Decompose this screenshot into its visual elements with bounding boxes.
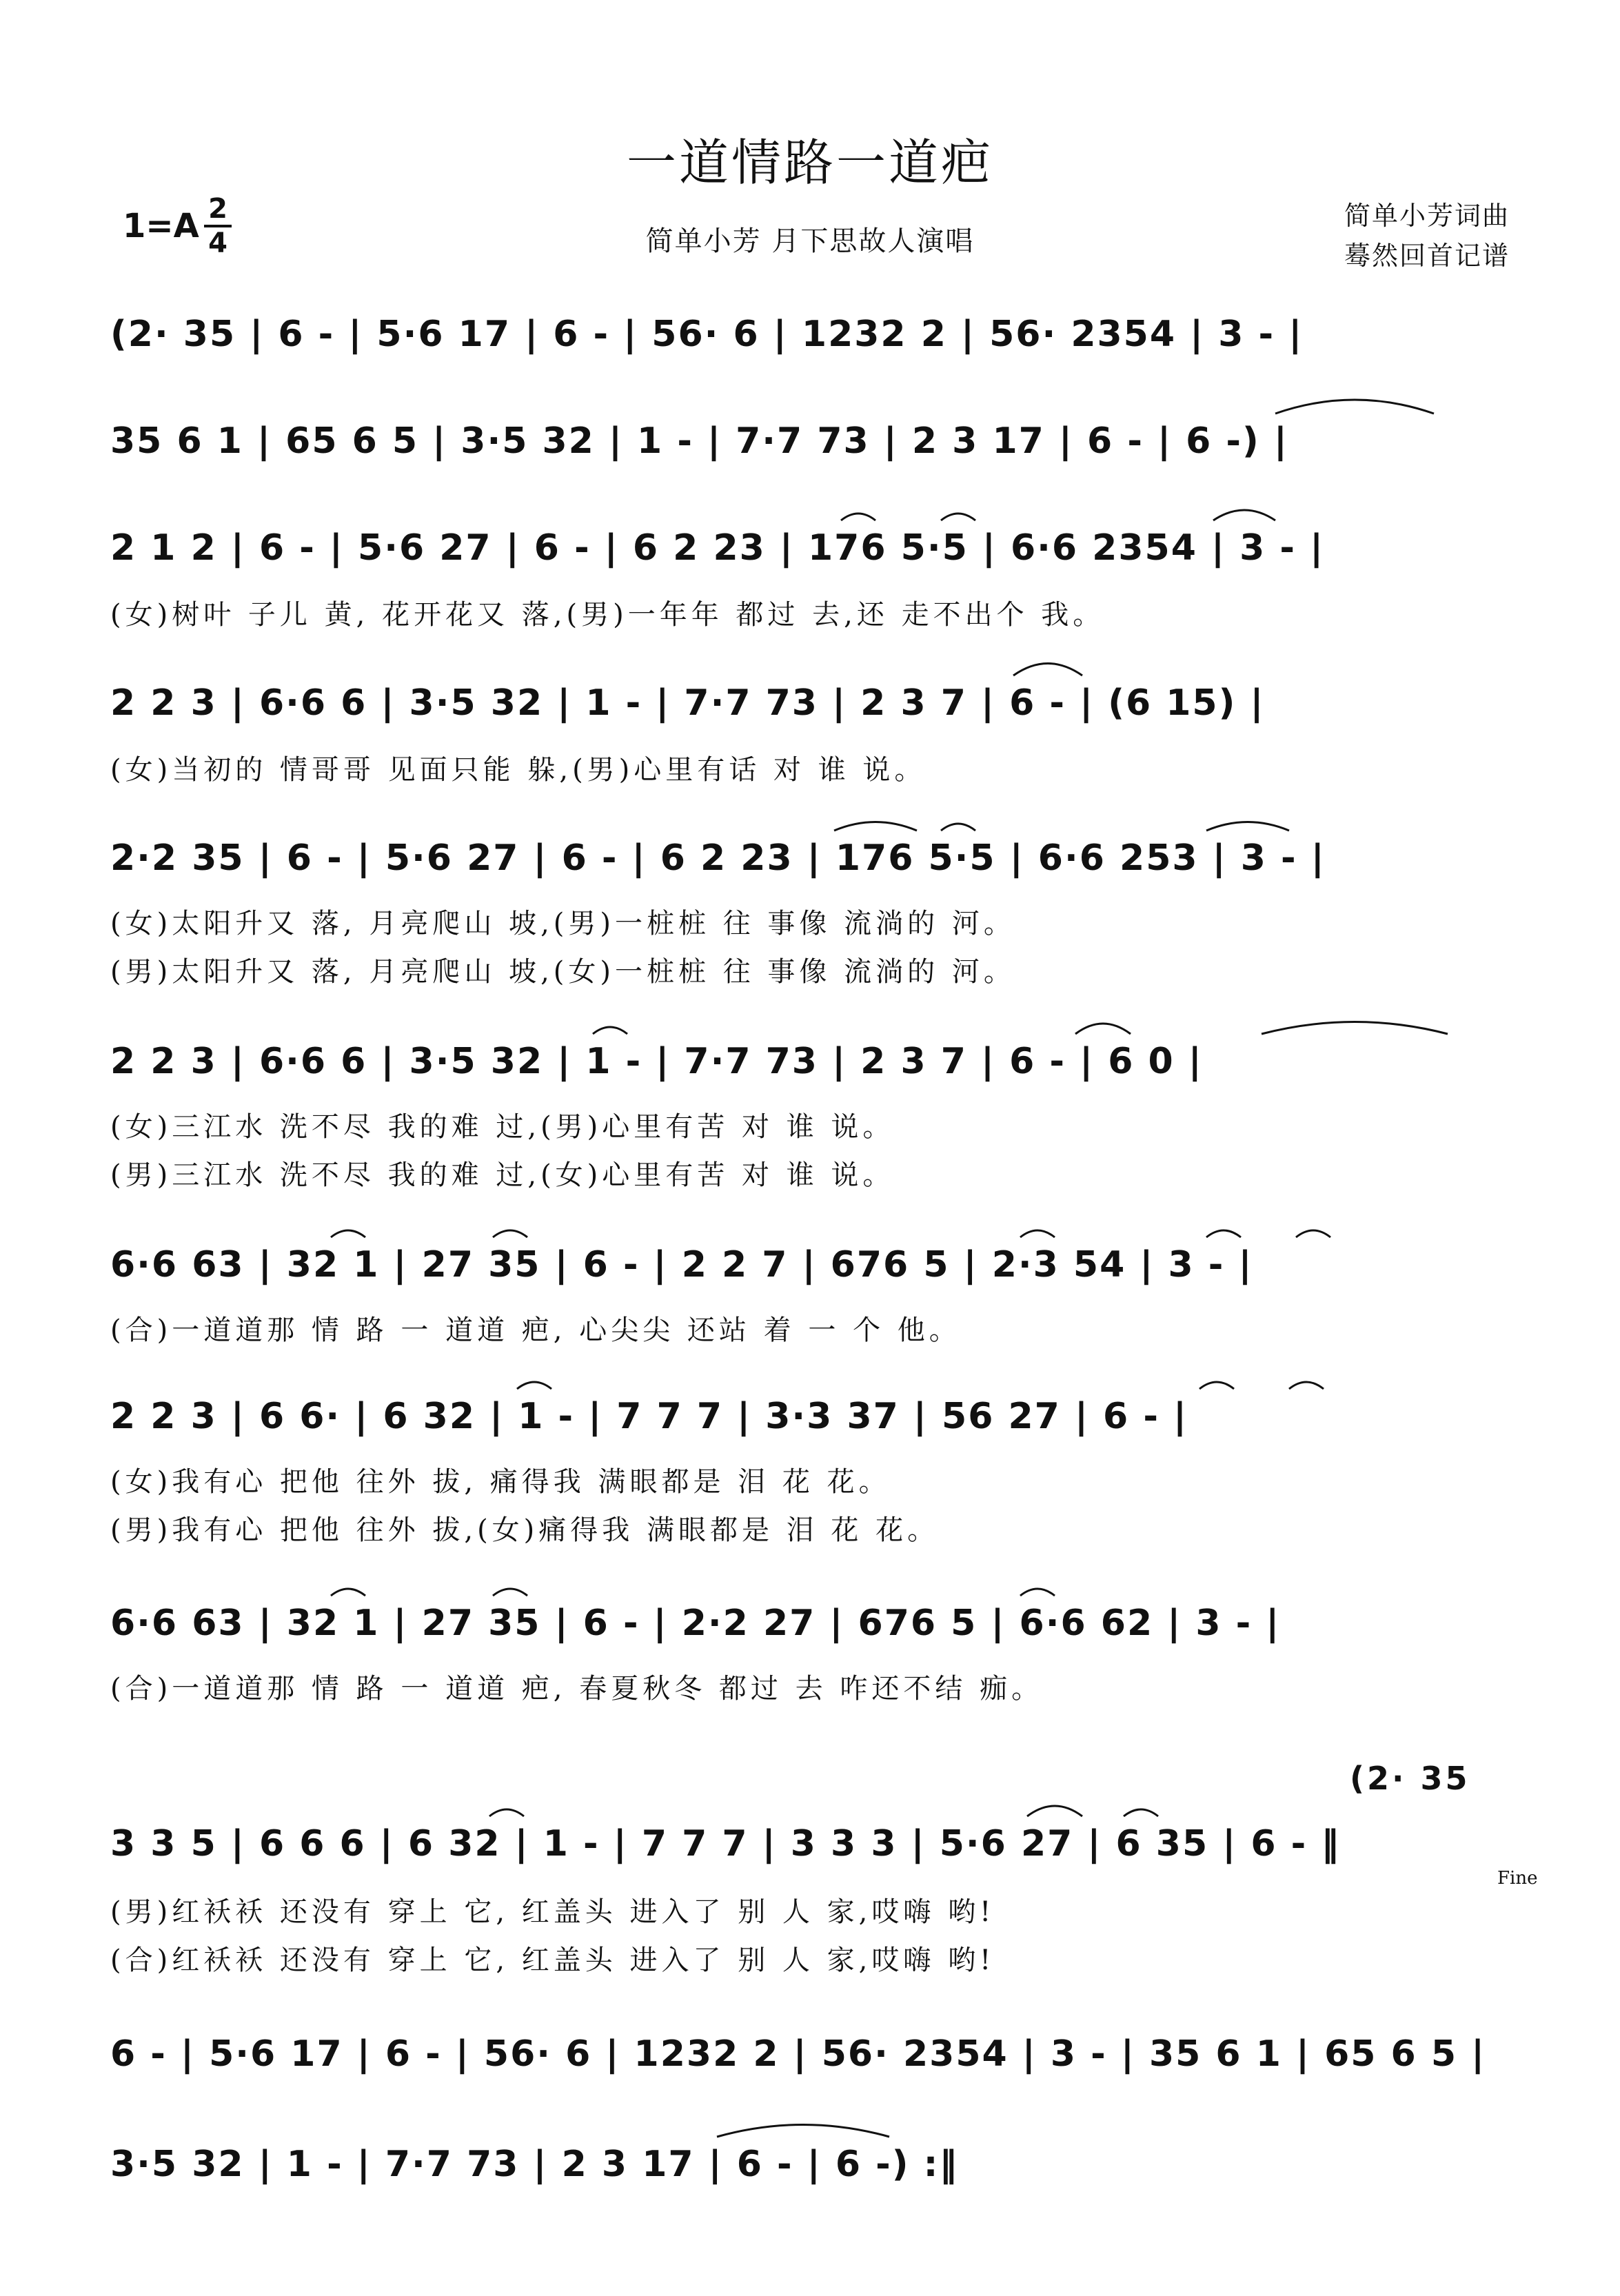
notation-line: 2 1 2 | 6 - | 5·6 27 | 6 - | 6 2 23 | 176 5·5 | 6·6 2354 | 3 - | (110, 527, 1325, 569)
slur-arc (1027, 1806, 1082, 1816)
notation-line: 2 2 3 | 6 6· | 6 32 | 1 - | 7 7 7 | 3·3 37 | 56 27 | 6 - | (110, 1396, 1188, 1437)
slur-arc (489, 1809, 524, 1816)
tie-arc (1262, 1022, 1448, 1035)
lyric-line: (女)三江水 洗不尽 我的难 过,(男)心里有苦 对 谁 说。 (110, 1111, 895, 1143)
tie-arc (1275, 400, 1434, 414)
slur-arc (1213, 510, 1275, 520)
slur-arc (1289, 1382, 1324, 1389)
notation-line: 6·6 63 | 32 1 | 27 35 | 6 - | 2 2 7 | 676 5 | 2·3 54 | 3 - | (110, 1244, 1253, 1286)
lyric-line: (男)红袄袄 还没有 穿上 它, 红盖头 进入了 别 人 家,哎嗨 哟! (110, 1896, 995, 1928)
notation-line: (2· 35 | 6 - | 5·6 17 | 6 - | 56· 6 | 1232 2 | 56· 2354 | 3 - | (110, 314, 1304, 355)
slur-arc (1013, 664, 1082, 676)
lyric-line: (男)我有心 把他 往外 拔,(女)痛得我 满眼都是 泪 花 花。 (110, 1514, 940, 1546)
slur-arc (1206, 1230, 1241, 1237)
lyric-line: (合)一道道那 情 路 一 道道 疤, 心尖尖 还站 着 一 个 他。 (110, 1314, 961, 1346)
time-signature-bottom: 4 (208, 227, 227, 259)
notation-line: 3 3 5 | 6 6 6 | 6 32 | 1 - | 7 7 7 | 3 3 3 | 5·6 27 | 6 35 | 6 - ‖ (110, 1823, 1341, 1865)
fine-marker: Fine (1497, 1868, 1538, 1889)
repeat-prefix: (2· 35 (1350, 1760, 1470, 1797)
slur-arc (331, 1230, 365, 1237)
lyric-line: (女)当初的 情哥哥 见面只能 躲,(男)心里有话 对 谁 说。 (110, 754, 927, 786)
notation-line: 2 2 3 | 6·6 6 | 3·5 32 | 1 - | 7·7 73 | 2 3 7 | 6 - | (6 15) | (110, 682, 1265, 724)
credit-transcriber: 蓦然回首记谱 (1344, 241, 1510, 271)
slur-arc (593, 1027, 627, 1034)
lyric-line: (合)一道道那 情 路 一 道道 疤, 春夏秋冬 都过 去 咋还不结 痂。 (110, 1673, 1044, 1705)
slur-arc (941, 514, 975, 520)
time-signature-top: 2 (204, 193, 232, 227)
slur-arc (1124, 1809, 1158, 1816)
lyric-line: (男)三江水 洗不尽 我的难 过,(女)心里有苦 对 谁 说。 (110, 1159, 895, 1191)
notation-line: 6 - | 5·6 17 | 6 - | 56· 6 | 1232 2 | 56· 2354 | 3 - | 35 6 1 | 65 6 5 | (110, 2033, 1486, 2075)
slur-arc (1199, 1382, 1234, 1389)
slur-arc (1020, 1230, 1055, 1237)
slur-arc (1020, 1589, 1055, 1596)
slur-arc (841, 514, 875, 520)
lyric-line: (女)太阳升又 落, 月亮爬山 坡,(男)一桩桩 往 事像 流淌的 河。 (110, 908, 1015, 939)
lyric-line: (合)红袄袄 还没有 穿上 它, 红盖头 进入了 别 人 家,哎嗨 哟! (110, 1944, 995, 1976)
slur-arc (941, 824, 975, 831)
tie-arc (717, 2125, 889, 2137)
key-signature: 1=A (123, 207, 199, 245)
notation-line: 2·2 35 | 6 - | 5·6 27 | 6 - | 6 2 23 | 176 5·5 | 6·6 253 | 3 - | (110, 837, 1326, 879)
song-title: 一道情路一道疤 (626, 134, 993, 192)
slur-arc (517, 1382, 551, 1389)
slur-arc (1075, 1024, 1131, 1034)
lyric-line: (女)我有心 把他 往外 拔, 痛得我 满眼都是 泪 花 花。 (110, 1466, 891, 1498)
slur-arc (493, 1589, 527, 1596)
slur-arc (1206, 822, 1289, 831)
notation-line: 3·5 32 | 1 - | 7·7 73 | 2 3 17 | 6 - | 6 -) :‖ (110, 2144, 959, 2185)
lyric-line: (女)树叶 子儿 黄, 花开花又 落,(男)一年年 都过 去,还 走不出个 我。 (110, 599, 1105, 631)
lyric-line: (男)太阳升又 落, 月亮爬山 坡,(女)一桩桩 往 事像 流淌的 河。 (110, 956, 1015, 988)
slur-arc (834, 822, 917, 831)
notation-line: 6·6 63 | 32 1 | 27 35 | 6 - | 2·2 27 | 676 5 | 6·6 62 | 3 - | (110, 1603, 1281, 1644)
credit-lyrics-music: 简单小芳词曲 (1344, 201, 1510, 231)
notation-line: 2 2 3 | 6·6 6 | 3·5 32 | 1 - | 7·7 73 | 2 3 7 | 6 - | 6 0 | (110, 1041, 1203, 1082)
performers: 简单小芳 月下思故人演唱 (645, 225, 975, 257)
slur-arc (331, 1589, 365, 1596)
slur-arc (1296, 1230, 1330, 1237)
slur-arc (493, 1230, 527, 1237)
notation-line: 35 6 1 | 65 6 5 | 3·5 32 | 1 - | 7·7 73 | 2 3 17 | 6 - | 6 -) | (110, 420, 1288, 462)
